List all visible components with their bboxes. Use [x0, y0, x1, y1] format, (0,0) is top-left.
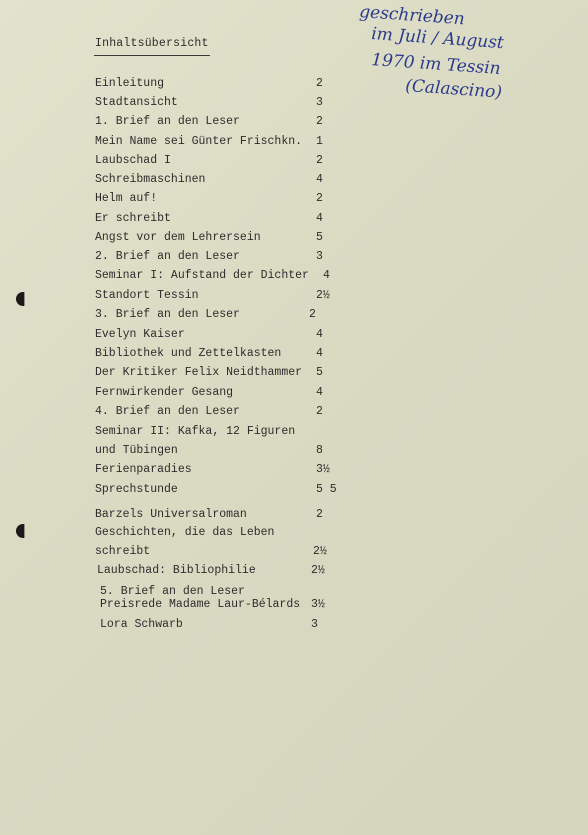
entry-pages: 4	[316, 212, 323, 225]
entry-pages: 3	[311, 618, 318, 631]
entry-pages: 3	[316, 250, 323, 263]
entry-pages: 2½	[316, 289, 330, 302]
entry-pages: 5	[316, 366, 323, 379]
entry-title: Stadtansicht	[95, 96, 178, 109]
entry-title: Standort Tessin	[95, 289, 199, 302]
entry-title: Seminar II: Kafka, 12 Figuren	[95, 425, 296, 438]
entry-title: Seminar I: Aufstand der Dichter	[95, 269, 309, 282]
handwritten-line: geschrieben	[358, 2, 466, 30]
entry-title: Evelyn Kaiser	[95, 328, 185, 341]
entry-pages: 5 5	[316, 483, 337, 496]
entry-pages: 3	[316, 96, 323, 109]
entry-title: 5. Brief an den Leser	[100, 585, 245, 598]
entry-title: 3. Brief an den Leser	[95, 308, 240, 321]
entry-title: schreibt	[95, 545, 151, 558]
entry-pages: 4	[316, 328, 323, 341]
page-title: Inhaltsübersicht	[95, 37, 209, 50]
punch-hole-top	[16, 292, 30, 306]
entry-title: 4. Brief an den Leser	[95, 405, 240, 418]
punch-hole-bottom	[16, 524, 30, 538]
entry-pages: 2	[309, 308, 316, 321]
entry-pages: 1	[316, 135, 323, 148]
entry-title: Barzels Universalroman	[95, 508, 247, 521]
entry-pages: 3½	[316, 463, 330, 476]
entry-title: Ferienparadies	[95, 463, 192, 476]
entry-pages: 4	[316, 386, 323, 399]
entry-title: Sprechstunde	[95, 483, 178, 496]
entry-title: Fernwirkender Gesang	[95, 386, 234, 399]
entry-title: Einleitung	[95, 77, 165, 90]
entry-title: 2. Brief an den Leser	[95, 250, 240, 263]
entry-pages: 2	[316, 405, 323, 418]
handwritten-line: 1970 im Tessin	[370, 50, 502, 79]
entry-pages: 2½	[311, 564, 325, 577]
handwritten-line: (Calascino)	[404, 76, 503, 103]
entry-title: Er schreibt	[95, 212, 171, 225]
entry-pages: 2	[316, 508, 323, 521]
entry-title: Lora Schwarb	[100, 618, 183, 631]
entry-title: Mein Name sei Günter Frischkn.	[95, 135, 303, 148]
title-underline	[94, 55, 210, 56]
entry-title: 1. Brief an den Leser	[95, 115, 240, 128]
entry-pages: 4	[316, 347, 323, 360]
entry-title: Laubschad I	[95, 154, 171, 167]
entry-title: Bibliothek und Zettelkasten	[95, 347, 282, 360]
entry-title: Schreibmaschinen	[95, 173, 206, 186]
entry-pages: 4	[323, 269, 330, 282]
entry-pages: 3½	[311, 598, 325, 611]
entry-pages: 2½	[313, 545, 327, 558]
entry-title: Helm auf!	[95, 192, 158, 205]
entry-pages: 8	[316, 444, 323, 457]
entry-title: Geschichten, die das Leben	[95, 526, 275, 539]
entry-title: Laubschad: Bibliophilie	[97, 564, 256, 577]
entry-pages: 4	[316, 173, 323, 186]
entry-pages: 2	[316, 192, 323, 205]
entry-title: und Tübingen	[95, 444, 178, 457]
entry-title: Der Kritiker Felix Neidthammer	[95, 366, 303, 379]
entry-pages: 2	[316, 77, 323, 90]
entry-pages: 5	[316, 231, 323, 244]
entry-pages: 2	[316, 115, 323, 128]
entry-title: Angst vor dem Lehrersein	[95, 231, 261, 244]
entry-title: Preisrede Madame Laur-Bélards	[100, 598, 301, 611]
handwritten-line: im Juli / August	[370, 24, 505, 54]
entry-pages: 2	[316, 154, 323, 167]
